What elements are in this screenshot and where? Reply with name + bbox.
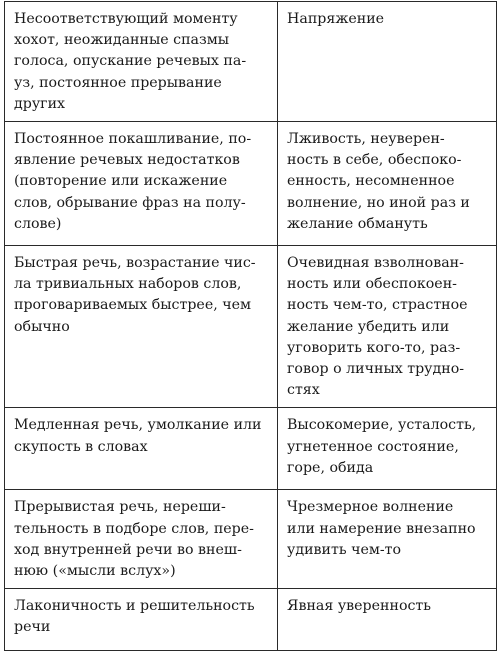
interpretation-cell: Явная уверенность bbox=[278, 589, 497, 651]
table-row bbox=[5, 246, 497, 408]
interpretation-cell: Лживость, неуверен- ность в себе, обеспоко- енность, несомненное волнение, но иной раз и желание обмануть bbox=[278, 122, 497, 246]
speech-feature-cell: Постоянное покашливание, по- явление речевых недостатков (повторение или искажение слов, обрывание фраз на полу- слове) bbox=[5, 122, 278, 246]
speech-feature-cell: Прерывистая речь, нереши- тельность в подборе слов, пере- ход внутренней речи во внеш- нюю («мысли вслух») bbox=[5, 490, 278, 589]
table-row bbox=[5, 122, 497, 246]
speech-feature-cell: Лаконичность и решительность речи bbox=[5, 589, 278, 651]
table-row bbox=[5, 408, 497, 490]
table-row bbox=[5, 2, 497, 122]
speech-feature-cell: Несоответствующий моменту хохот, неожиданные спазмы голоса, опускание речевых па- уз, постоянное прерывание других bbox=[5, 2, 278, 122]
speech-feature-cell: Быстрая речь, возрастание чис- ла тривиальных наборов слов, проговариваемых быстрее, чем обычно bbox=[5, 246, 278, 408]
speech-signs-table bbox=[4, 1, 497, 651]
table-row bbox=[5, 589, 497, 651]
interpretation-cell: Чрезмерное волнение или намерение внезапно удивить чем-то bbox=[278, 490, 497, 589]
interpretation-cell: Очевидная взволнован- ность или обеспокоен- ность чем-то, страстное желание убедить или уговорить кого-то, раз- говор о личных трудно- стях bbox=[278, 246, 497, 408]
table-row bbox=[5, 490, 497, 589]
interpretation-cell: Напряжение bbox=[278, 2, 497, 122]
speech-feature-cell: Медленная речь, умолкание или скупость в словах bbox=[5, 408, 278, 490]
interpretation-cell: Высокомерие, усталость, угнетенное состояние, горе, обида bbox=[278, 408, 497, 490]
